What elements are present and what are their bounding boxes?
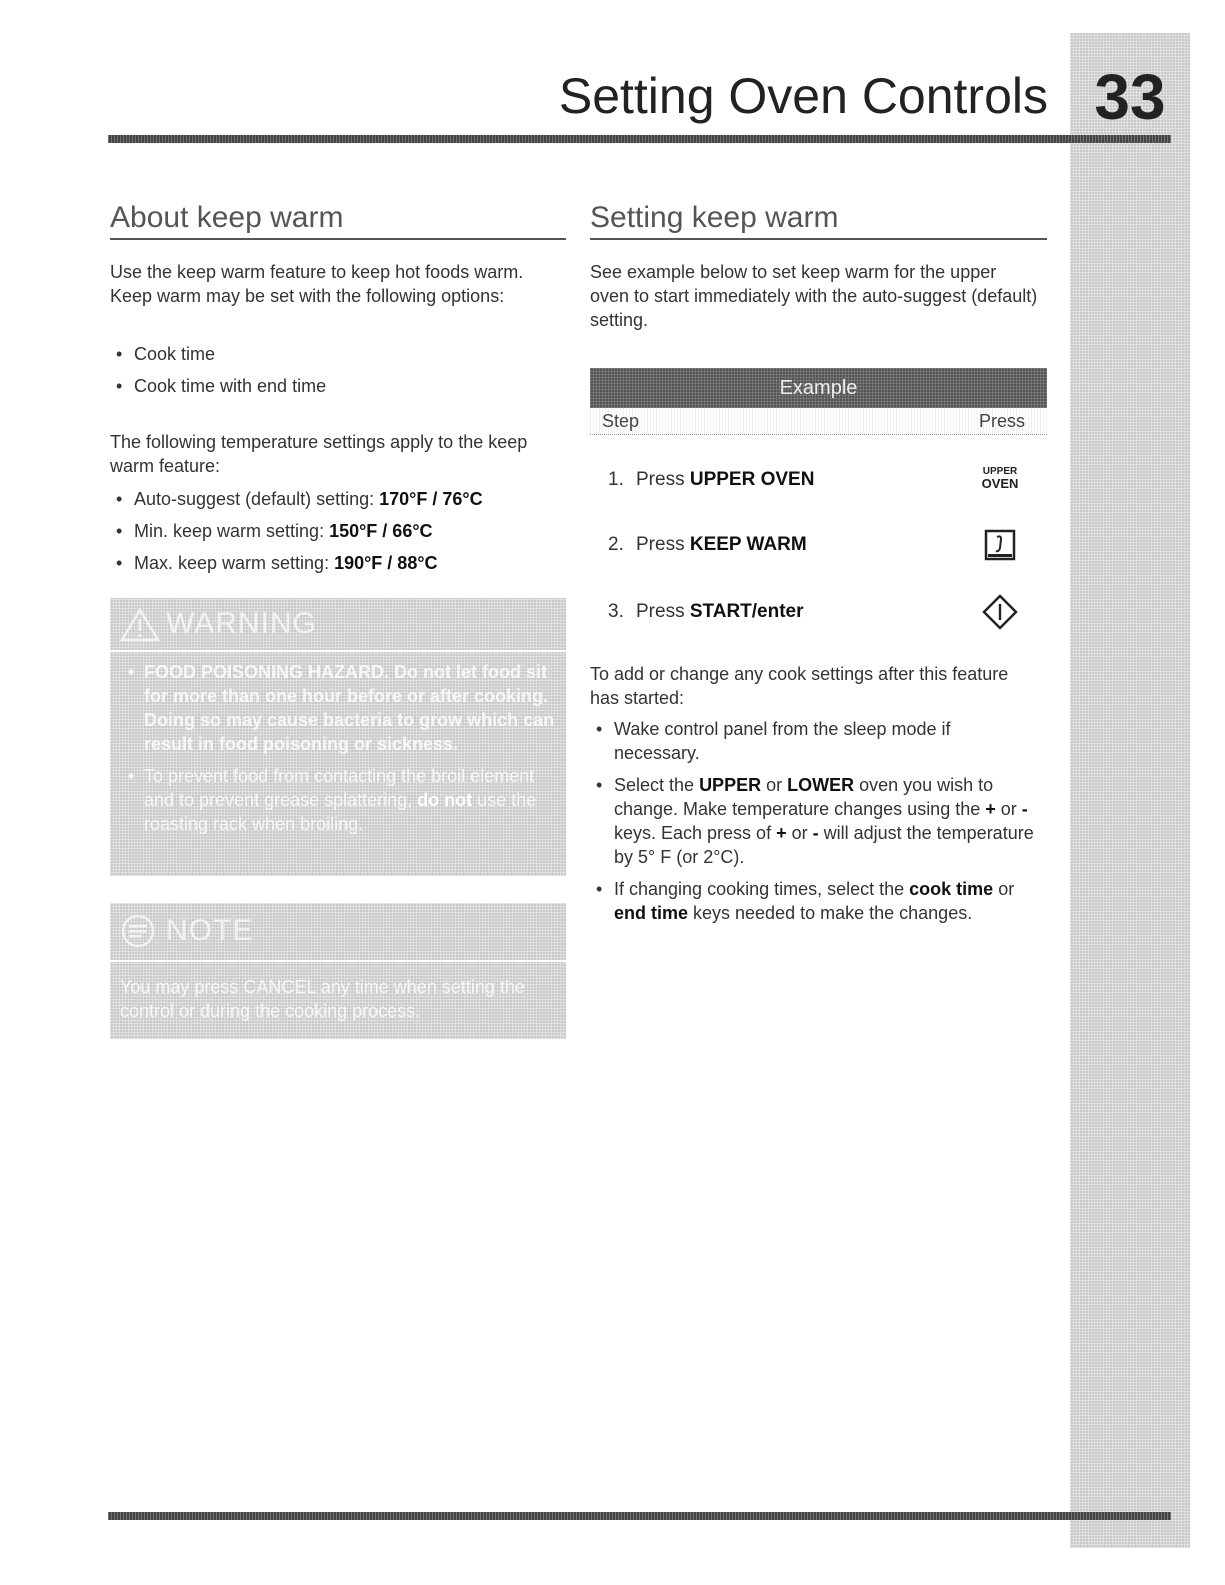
list-item: • Max. keep warm setting: 190°F / 88°C <box>110 551 560 575</box>
example-title: Example <box>590 368 1047 408</box>
warning-divider <box>110 650 566 652</box>
temp-value: 170°F / 76°C <box>379 489 483 509</box>
after-intro-text: To add or change any cook settings after this feature has started: <box>590 664 1009 708</box>
page-number: 33 <box>1094 61 1166 133</box>
list-item: • Auto-suggest (default) setting: 170°F / 76°C <box>110 487 560 511</box>
press-column-label: Press <box>978 411 1025 431</box>
warning-box <box>110 598 566 876</box>
list-item: • If changing cooking times, select the cook time or end time keys needed to make the changes. <box>590 877 1040 925</box>
temp-value: 150°F / 66°C <box>329 521 433 541</box>
bottom-rule <box>108 1512 1171 1520</box>
list-item: • Cook time with end time <box>110 374 550 398</box>
example-column-header <box>590 408 1047 435</box>
start-enter-icon <box>981 593 1019 631</box>
upper-oven-key: UPPER OVEN <box>981 466 1019 491</box>
temp-value: 190°F / 88°C <box>334 553 438 573</box>
note-text: You may press CANCEL any time when setting the control or during the cooking process. <box>120 977 525 1021</box>
list-item: • Select the UPPER or LOWER oven you wish to change. Make temperature changes using the + or - keys. Each press of + or - will adjust the temperature by 5° F (or 2°C). <box>590 773 1040 869</box>
example-step: 2. Press KEEP WARM <box>590 525 1047 565</box>
warning-icon <box>120 608 160 642</box>
top-rule <box>108 135 1171 143</box>
keep-warm-icon <box>983 528 1017 562</box>
list-item: • Cook time <box>110 342 550 366</box>
list-item: • Min. keep warm setting: 150°F / 66°C <box>110 519 560 543</box>
setting-intro-text: See example below to set keep warm for the upper oven to start immediately with the auto-suggest (default) setting. <box>590 262 1038 330</box>
example-step: 3. Press START/enter <box>590 592 1047 632</box>
list-item: • Wake control panel from the sleep mode if necessary. <box>590 717 1040 765</box>
page-side-tab <box>1070 33 1190 1548</box>
about-intro-text: Use the keep warm feature to keep hot foods warm. Keep warm may be set with the following options: <box>110 262 524 306</box>
change-settings-list <box>590 717 1040 933</box>
temps-list <box>110 487 560 583</box>
note-box <box>110 903 566 1039</box>
note-icon <box>120 913 156 949</box>
example-step: 1. Press UPPER OVEN UPPER OVEN <box>590 460 1047 500</box>
warning-list <box>120 660 560 844</box>
list-item: • FOOD POISONING HAZARD. Do not let food sit for more than one hour before or after cooking. Doing so may cause bacteria to grow which can result in food poisoning or sickness. <box>120 660 560 756</box>
step-column-label: Step <box>602 411 640 431</box>
temp-intro-text: The following temperature settings apply to the keep warm feature: <box>110 432 528 476</box>
options-list <box>110 342 550 406</box>
about-keep-warm-heading: About keep warm <box>110 198 566 240</box>
note-title: NOTE <box>166 914 254 947</box>
warning-title: WARNING <box>166 607 317 640</box>
list-item: • To prevent food from contacting the broil element and to prevent grease splattering, do not use the roasting rack when broiling. <box>120 764 560 836</box>
note-divider <box>110 960 566 962</box>
setting-keep-warm-heading: Setting keep warm <box>590 198 1047 240</box>
page-title: Setting Oven Controls <box>558 68 1048 124</box>
